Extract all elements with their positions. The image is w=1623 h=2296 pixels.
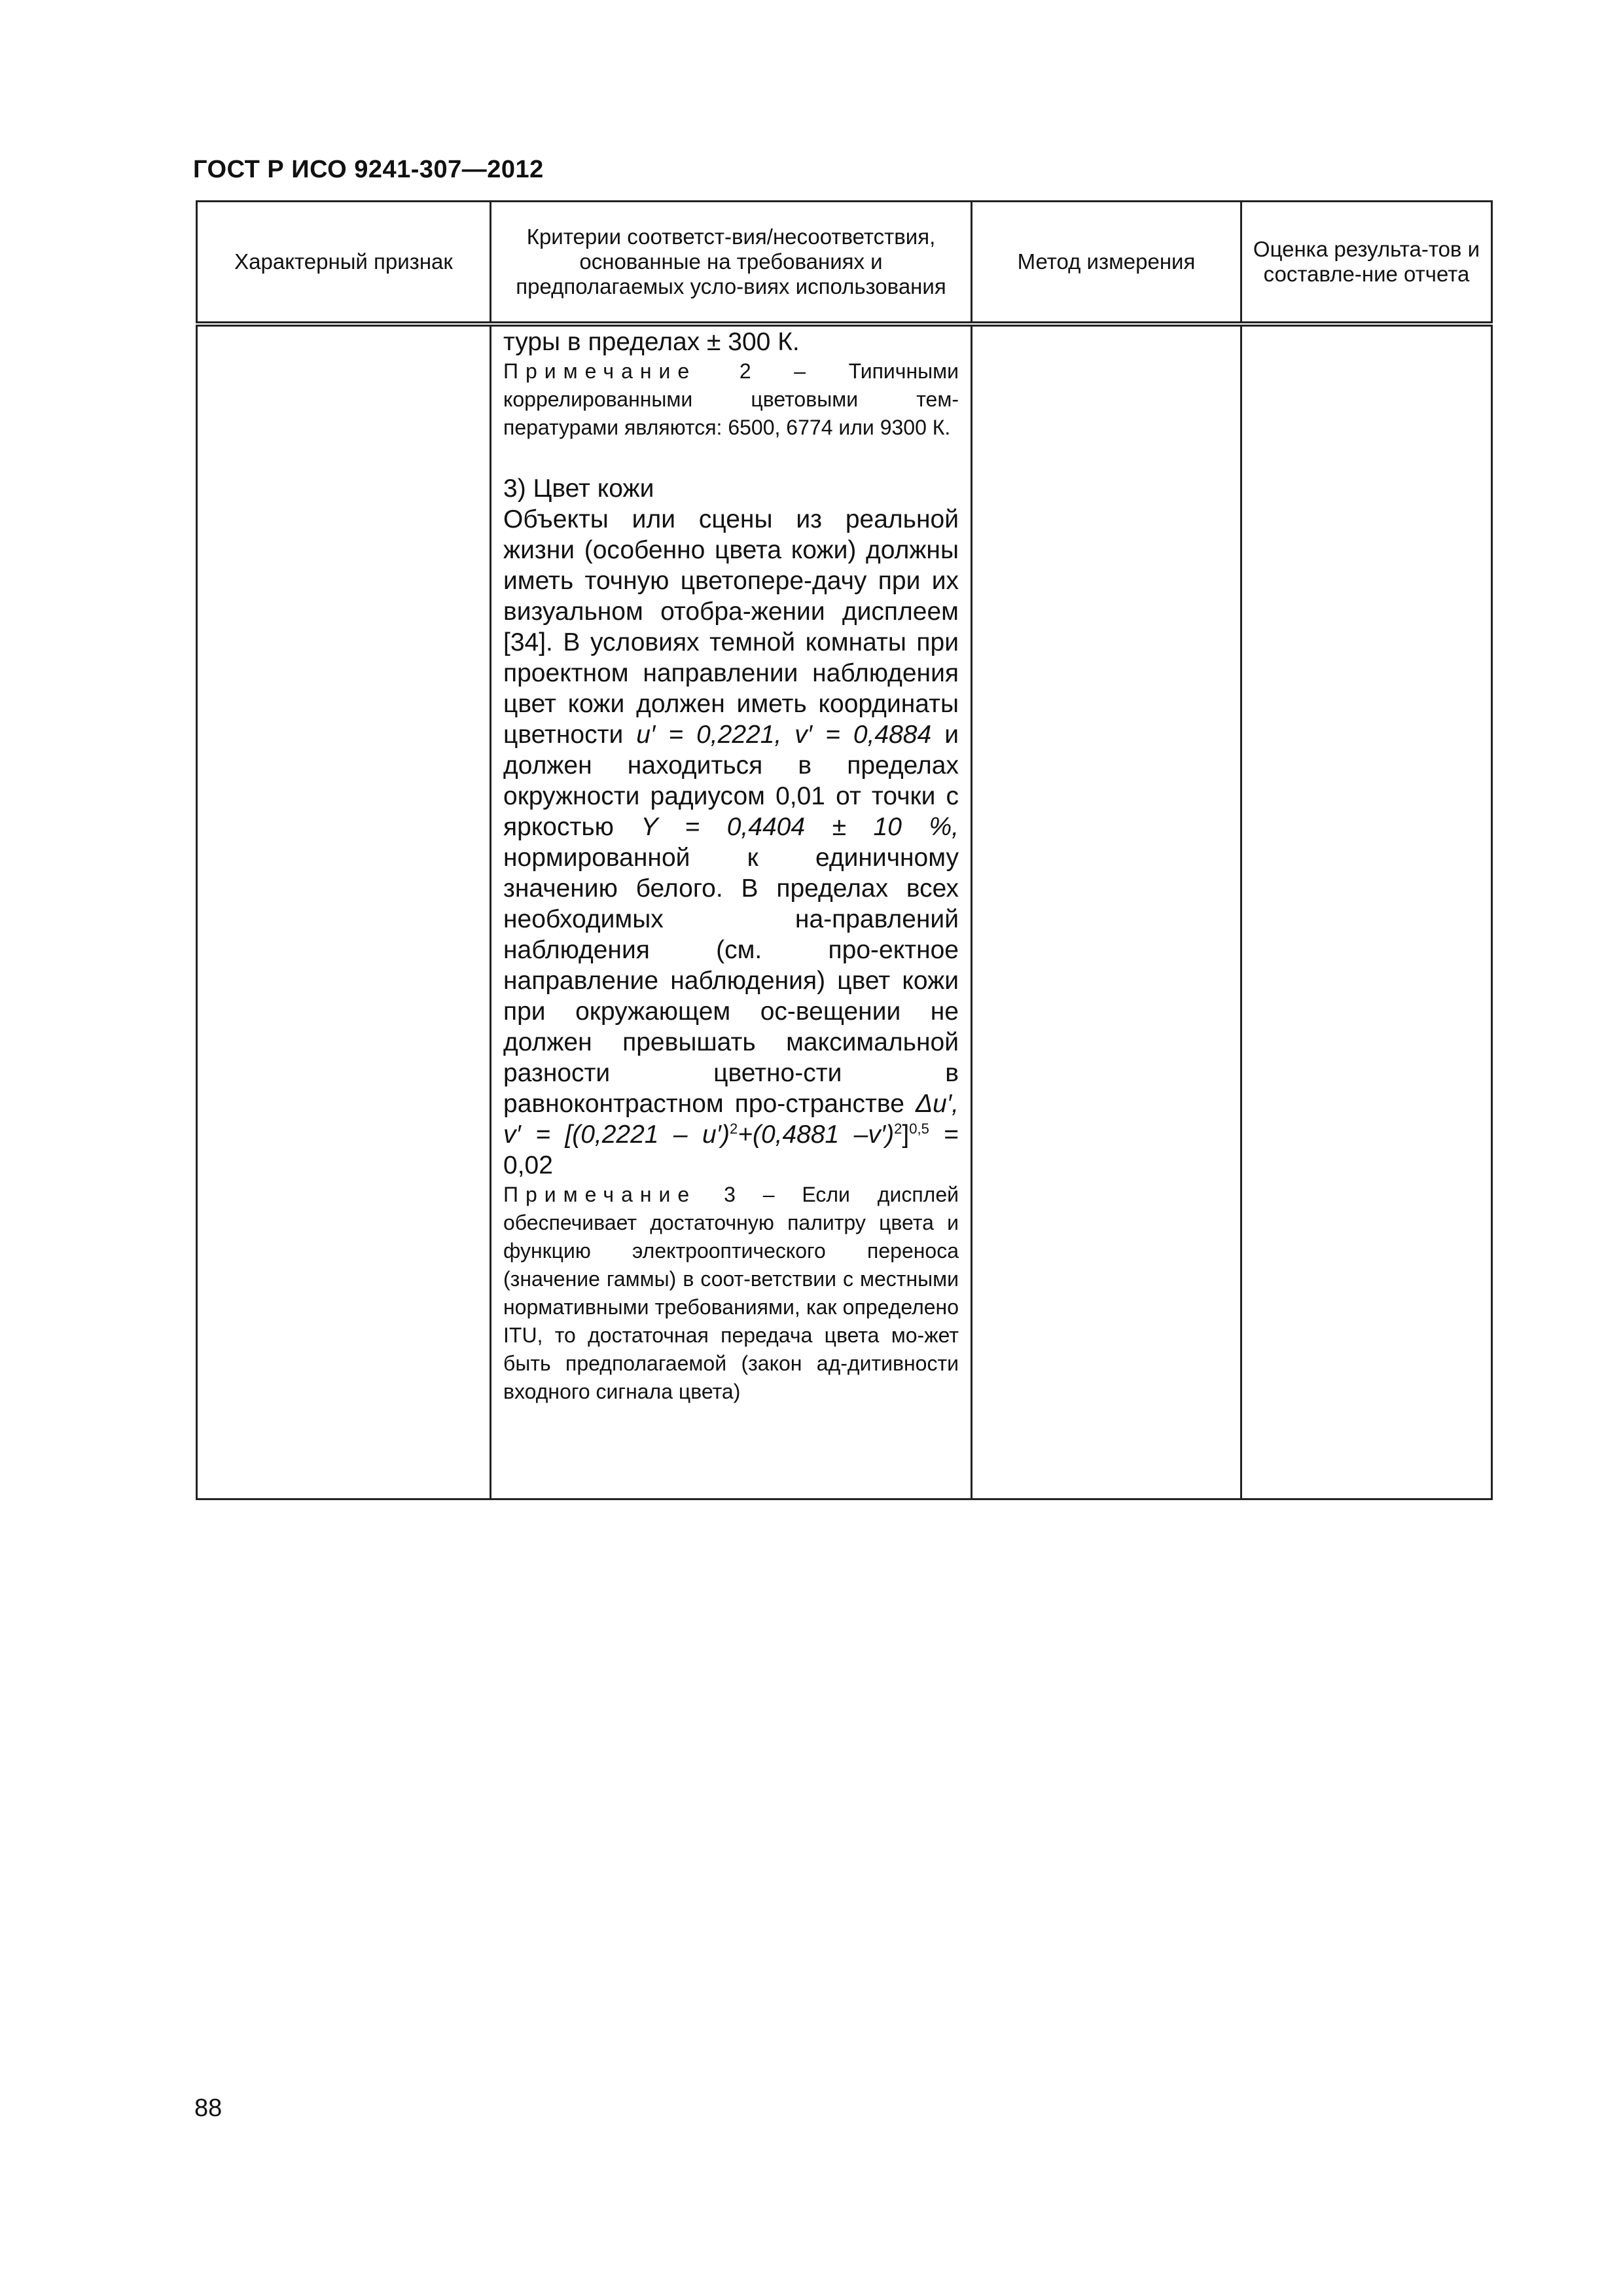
note-2 <box>503 357 959 442</box>
formula-exp-2: 2 <box>894 1121 902 1137</box>
skin-color-paragraph <box>503 504 959 1181</box>
table-row <box>197 324 1492 1499</box>
formula-bracket: ] <box>902 1121 910 1149</box>
cell-method <box>972 324 1241 1499</box>
page-number: 88 <box>194 2094 223 2122</box>
table-header-row <box>197 202 1492 325</box>
u-coordinate: u′ = 0,2221, <box>636 721 782 749</box>
cell-evaluation <box>1241 324 1492 1499</box>
column-header-criteria: Критерии соответст-вия/несоответствия, основанные на требованиях и предполагаемых усло-виях использования <box>491 202 972 325</box>
note-3-text: 3 – Если дисплей обеспечивает достаточную палитру цвета и функцию электрооптического переноса (значение гаммы) в соот-ветствии с местными нормативными требованиями, как определено ITU, то достаточная передача цвета мо-жет быть предполагаемой (закон ад-дитивности входного сигнала цвета) <box>503 1183 959 1403</box>
luminance-value: Y = 0,4404 ± 10 %, <box>641 813 959 841</box>
skin-color-text-3: нормированной к единичному значению белого. В пределах всех необходимых на-правлений наблюдения (см. про-ектное направление наблюдения) цвет кожи при окружающем ос-вещении не должен превышать максимальной разности цветно-сти в равноконтрастном про-странстве <box>503 844 959 1118</box>
requirements-table <box>196 200 1493 1500</box>
cell-feature <box>197 324 491 1499</box>
formula-part-2: +(0,4881 –v′) <box>738 1121 895 1149</box>
column-header-evaluation: Оценка результа-тов и составле-ние отчета <box>1241 202 1492 325</box>
formula-delta: Δu′, <box>915 1090 959 1118</box>
note-2-label: Примечание <box>503 359 697 383</box>
note-3-label: Примечание <box>503 1183 697 1206</box>
skin-color-text-1: Объекты или сцены из реальной жизни (особенно цвета кожи) должны иметь точную цветопере-дачу при их визуальном отобра-жении дисплеем [34]. В условиях темной комнаты при проектном направлении наблюдения цвет кожи должен иметь координаты цветности <box>503 505 959 749</box>
document-header: ГОСТ Р ИСО 9241-307—2012 <box>193 156 544 183</box>
skin-color-text-2: и должен находиться в пределах окружности радиусом 0,01 от точки с яркостью <box>503 721 959 841</box>
section-title-skin-color: 3) Цвет кожи <box>503 475 654 503</box>
formula-exp-3: 0,5 <box>909 1121 929 1137</box>
column-header-method: Метод измерения <box>972 202 1241 325</box>
criteria-line-1: туры в пределах ± 300 К. <box>503 328 800 356</box>
cell-criteria <box>491 324 972 1499</box>
note-2-text: 2 – Типичными коррелированными цветовыми тем-пературами являются: 6500, 6774 или 9300 К. <box>503 359 959 439</box>
formula-exp-1: 2 <box>729 1121 738 1137</box>
v-coordinate: v′ = 0,4884 <box>794 721 932 749</box>
formula-result: = 0,02 <box>503 1121 959 1179</box>
column-header-feature: Характерный признак <box>197 202 491 325</box>
formula-main: v′ = [(0,2221 – u′) <box>503 1121 730 1149</box>
note-3 <box>503 1181 959 1406</box>
